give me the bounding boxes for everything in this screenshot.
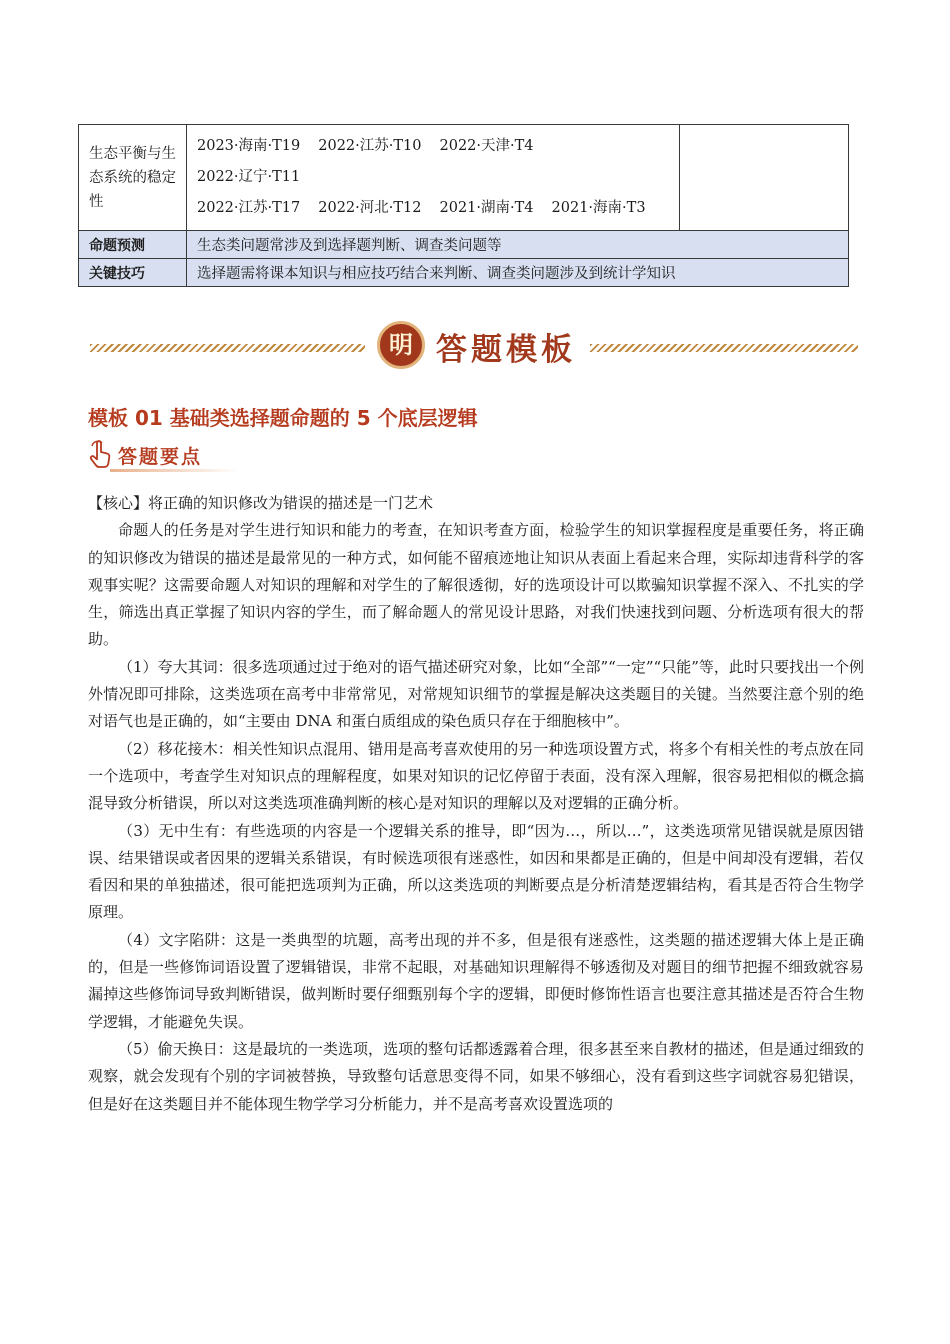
prediction-text: 生态类问题常涉及到选择题判断、调查类问题等 bbox=[187, 231, 849, 259]
paragraph-1: （1）夸大其词：很多选项通过过于绝对的语气描述研究对象，比如“全部”“一定”“只能”等，此时只要找出一个例外情况即可排除，这类选项在高考中非常常见，对常规知识细节的掌握是解决这类题目的关键。当然要注意个别的绝对语气也是正确的，如“主要由 DNA 和蛋白质组成的染色质只存在于细胞核中”。 bbox=[88, 657, 864, 731]
table-row bbox=[79, 231, 849, 259]
exam-ref: 2022·天津·T4 bbox=[439, 138, 534, 154]
exam-refs-cell bbox=[187, 125, 680, 231]
exam-ref: 2022·江苏·T10 bbox=[318, 138, 422, 154]
banner-emblem: 明 bbox=[377, 321, 425, 369]
exam-ref: 2022·江苏·T17 bbox=[197, 200, 301, 216]
exam-ref: 2023·海南·T19 bbox=[197, 138, 301, 154]
intro-paragraph: 命题人的任务是对学生进行知识和能力的考查，在知识考查方面，检验学生的知识掌握程度是重要任务，将正确的知识修改为错误的描述是最常见的一种方式，如何能不留痕迹地让知识从表面上看起来合理，实际却违背科学的客观事实呢？这需要命题人对知识的理解和对学生的了解很透彻，好的选项设计可以欺骗知识掌握不深入、不扎实的学生，筛选出真正掌握了知识内容的学生，而了解命题人的常见设计思路，对我们快速找到问题、分析选项有很大的帮助。 bbox=[88, 521, 864, 649]
exam-ref: 2021·湖南·T4 bbox=[439, 200, 534, 216]
section-title: 模板 01 基础类选择题命题的 5 个底层逻辑 bbox=[88, 406, 478, 430]
key-points-tag bbox=[86, 440, 246, 472]
tag-underline bbox=[110, 469, 238, 472]
empty-cell bbox=[680, 125, 849, 231]
skills-text: 选择题需将课本知识与相应技巧结合来判断、调查类问题涉及到统计学知识 bbox=[187, 259, 849, 287]
exam-ref: 2022·辽宁·T11 bbox=[197, 169, 301, 185]
skills-label: 关键技巧 bbox=[79, 259, 187, 287]
paragraph-5: （5）偷天换日：这是最坑的一类选项，选项的整句话都透露着合理，很多甚至来自教材的描述，但是通过细致的观察，就会发现有个别的字词被替换，导致整句话意思变得不同，如果不够细心，没有看到这些字词就容易犯错误，但是好在这类题目并不能体现生物学学习分析能力，并不是高考喜欢设置选项的 bbox=[88, 1039, 864, 1113]
paragraph-3: （3）无中生有：有些选项的内容是一个逻辑关系的推导，即“因为…，所以…”，这类选项常见错误就是原因错误、结果错误或者因果的逻辑关系错误，有时候选项很有迷惑性，如因和果都是正确的，但是中间却没有逻辑，若仅看因和果的单独描述，很可能把选项判为正确，所以这类选项的判断要点是分析清楚逻辑结构，看其是否符合生物学原理。 bbox=[88, 821, 864, 922]
key-points-label: 答题要点 bbox=[118, 446, 203, 468]
paragraph-4: （4）文字陷阱：这是一类典型的坑题，高考出现的并不多，但是很有迷惑性，这类题的描述逻辑大体上是正确的，但是一些修饰词语设置了逻辑错误，非常不起眼，对基础知识理解得不够透彻及对题目的细节把握不细致就容易漏掉这些修饰词导致判断错误，做判断时要仔细甄别每个字的逻辑，即便时修饰性语言也要注意其描述是否符合生物学逻辑，才能避免失误。 bbox=[88, 930, 864, 1031]
body-text bbox=[88, 490, 864, 1118]
topic-table bbox=[78, 124, 849, 287]
core-paragraph: 【核心】将正确的知识修改为错误的描述是一门艺术 bbox=[88, 494, 434, 512]
exam-ref: 2022·河北·T12 bbox=[318, 200, 422, 216]
refs-line bbox=[197, 193, 669, 224]
banner-title: 答题模板 bbox=[436, 332, 576, 368]
refs-line bbox=[197, 131, 669, 193]
banner-hatch-left bbox=[90, 344, 365, 352]
topic-cell: 生态平衡与生态系统的稳定性 bbox=[79, 125, 187, 231]
pointing-hand-icon bbox=[86, 440, 116, 470]
paragraph-2: （2）移花接木：相关性知识点混用、错用是高考喜欢使用的另一种选项设置方式，将多个有相关性的考点放在同一个选项中，考查学生对知识点的理解程度，如果对知识的记忆停留于表面，没有深入理解，很容易把相似的概念搞混导致分析错误，所以对这类选项准确判断的核心是对知识的理解以及对逻辑的正确分析。 bbox=[88, 739, 864, 813]
exam-ref: 2021·海南·T3 bbox=[551, 200, 646, 216]
section-banner bbox=[90, 320, 860, 372]
table-row bbox=[79, 259, 849, 287]
prediction-label: 命题预测 bbox=[79, 231, 187, 259]
banner-hatch-right bbox=[590, 344, 858, 352]
table-row bbox=[79, 125, 849, 231]
